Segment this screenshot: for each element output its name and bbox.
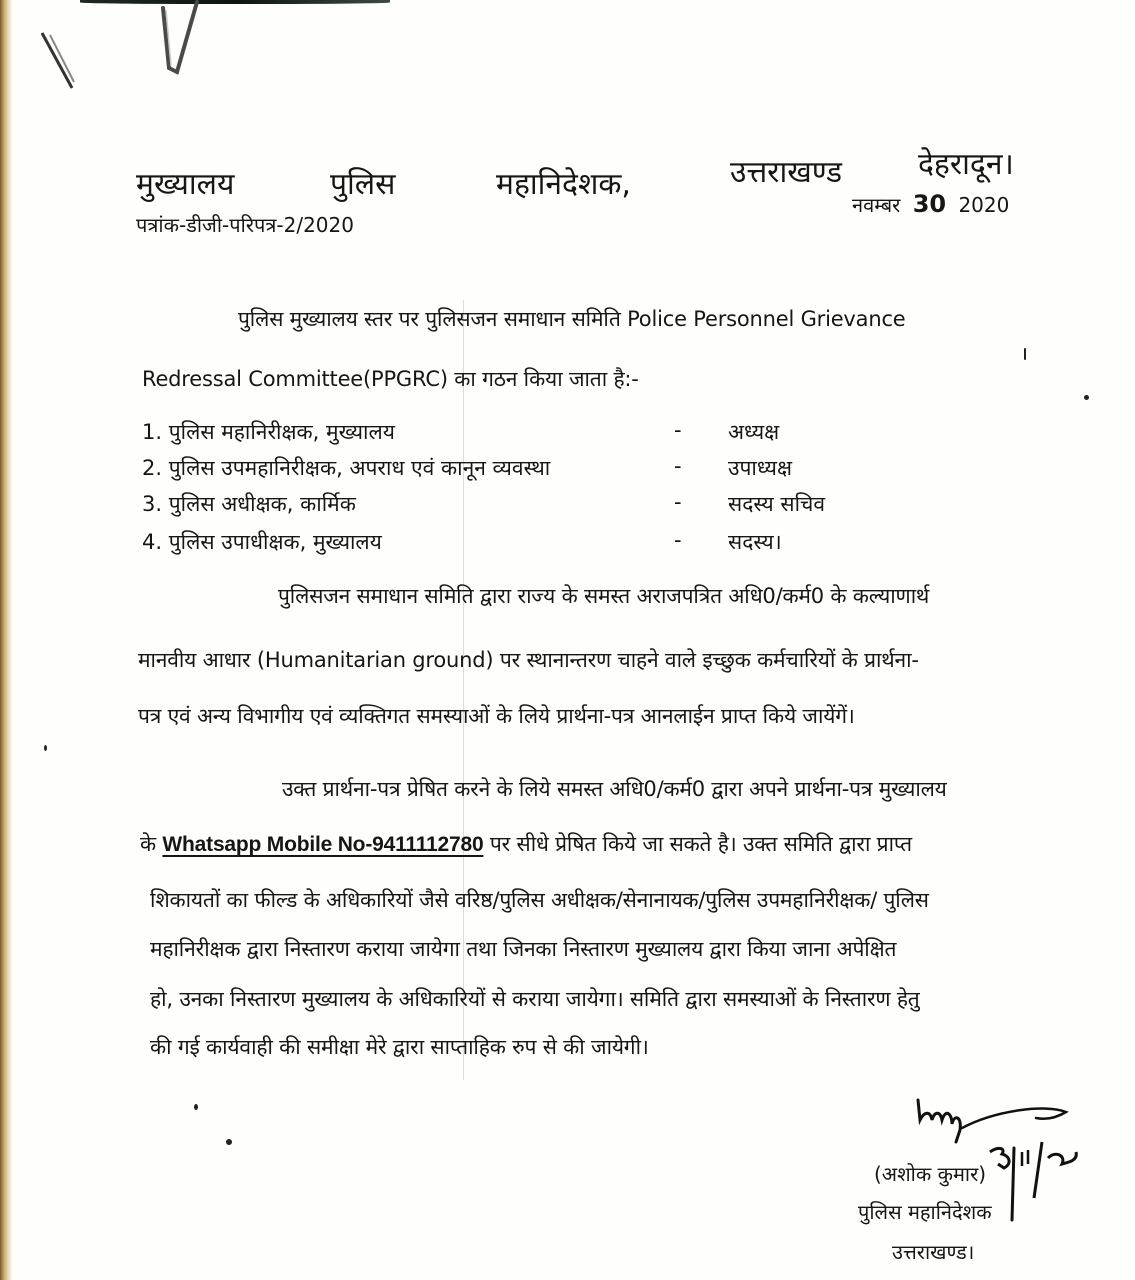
ink-speck	[1084, 395, 1089, 400]
paragraph2-suffix: पर सीधे प्रेषित किये जा सकते है। उक्त समिति द्वारा प्राप्त	[489, 832, 912, 856]
date-month: नवम्बर	[852, 193, 901, 217]
ink-speck	[194, 1104, 198, 1110]
committee-member-row	[142, 490, 902, 524]
paragraph2-line-5: हो, उनका निस्तारण मुख्यालय के अधिकारियों से कराया जायेगा। समिति द्वारा समस्याओं के निस्तारण हेतु	[150, 987, 920, 1011]
pin-clip-icon	[155, 0, 205, 80]
member-role: अध्यक्ष	[728, 420, 780, 444]
member-designation: 3. पुलिस अधीक्षक, कार्मिक	[142, 492, 356, 516]
paragraph1-line-2: मानवीय आधार (Humanitarian ground) पर स्थानान्तरण चाहने वाले इच्छुक कर्मचारियों के प्रार्थना-	[138, 648, 919, 672]
date-day: 30	[912, 190, 947, 218]
paragraph2-line-6: की गई कार्यवाही की समीक्षा मेरे द्वारा साप्ताहिक रुप से की जायेगी।	[150, 1035, 649, 1059]
committee-member-row	[142, 418, 902, 452]
committee-member-row	[142, 528, 902, 562]
member-designation: 1. पुलिस महानिरीक्षक, मुख्यालय	[142, 420, 395, 444]
paragraph2-line-2	[140, 830, 912, 858]
header-word-headquarters: मुख्यालय	[136, 167, 235, 202]
paragraph2-prefix: के	[140, 832, 156, 856]
member-designation: 2. पुलिस उपमहानिरीक्षक, अपराध एवं कानून व्यवस्था	[142, 456, 551, 480]
member-role: सदस्य।	[728, 530, 782, 554]
signatory-name: (अशोक कुमार)	[874, 1162, 987, 1186]
signatory-state: उत्तराखण्ड।	[892, 1240, 975, 1264]
intro-line-1: पुलिस मुख्यालय स्तर पर पुलिसजन समाधान समिति Police Personnel Grievance	[238, 307, 906, 331]
header-word-uttarakhand: उत्तराखण्ड	[730, 155, 843, 190]
paragraph2-line-3: शिकायतों का फील्ड के अधिकारियों जैसे वरिष्ठ/पुलिस अधीक्षक/सेनानायक/पुलिस उपमहानिरीक्षक/ पुलिस	[150, 888, 929, 912]
intro-line-2: Redressal Committee(PPGRC) का गठन किया जाता है:-	[142, 367, 639, 391]
paragraph1-line-1: पुलिसजन समाधान समिति द्वारा राज्य के समस्त अराजपत्रित अधि0/कर्म0 के कल्याणार्थ	[278, 584, 930, 608]
ink-speck	[226, 1139, 232, 1145]
member-role: उपाध्यक्ष	[728, 456, 793, 480]
signatory-title: पुलिस महानिदेशक	[858, 1200, 992, 1224]
staple-mark-icon	[38, 30, 78, 96]
committee-member-row	[142, 454, 902, 488]
member-designation: 4. पुलिस उपाधीक्षक, मुख्यालय	[142, 530, 382, 554]
ink-speck	[1024, 348, 1026, 360]
paragraph2-line-4: महानिरीक्षक द्वारा निस्तारण कराया जायेगा तथा जिनका निस्तारण मुख्यालय द्वारा किया जाना अपेक्षित	[150, 937, 897, 961]
paragraph1-line-3: पत्र एवं अन्य विभागीय एवं व्यक्तिगत समस्याओं के लिये प्रार्थना-पत्र आनलाईन प्राप्त किये जायेंगें।	[138, 704, 855, 728]
date-year: 2020	[958, 193, 1010, 217]
paper-edge-shadow	[0, 0, 12, 1280]
member-dash: -	[674, 418, 682, 442]
reference-number: पत्रांक-डीजी-परिपत्र-2/2020	[136, 213, 354, 237]
member-role: सदस्य सचिव	[728, 492, 826, 516]
header-word-dehradun: देहरादून।	[918, 147, 1014, 182]
member-dash: -	[674, 490, 682, 514]
paragraph2-line-1: उक्त प्रार्थना-पत्र प्रेषित करने के लिये समस्त अधि0/कर्म0 द्वारा अपने प्रार्थना-पत्र मुख्यालय	[282, 777, 947, 801]
header-word-police: पुलिस	[330, 167, 396, 202]
member-dash: -	[674, 454, 682, 478]
document-date	[852, 190, 1009, 218]
header-word-director-general: महानिदेशक,	[496, 167, 631, 202]
ink-speck	[44, 745, 47, 751]
signature-block	[846, 1090, 1106, 1270]
binder-clip-edge	[80, 0, 390, 4]
member-dash: -	[674, 528, 682, 552]
whatsapp-number: Whatsapp Mobile No-9411112780	[162, 833, 484, 856]
paper-fold-line	[463, 300, 464, 1080]
